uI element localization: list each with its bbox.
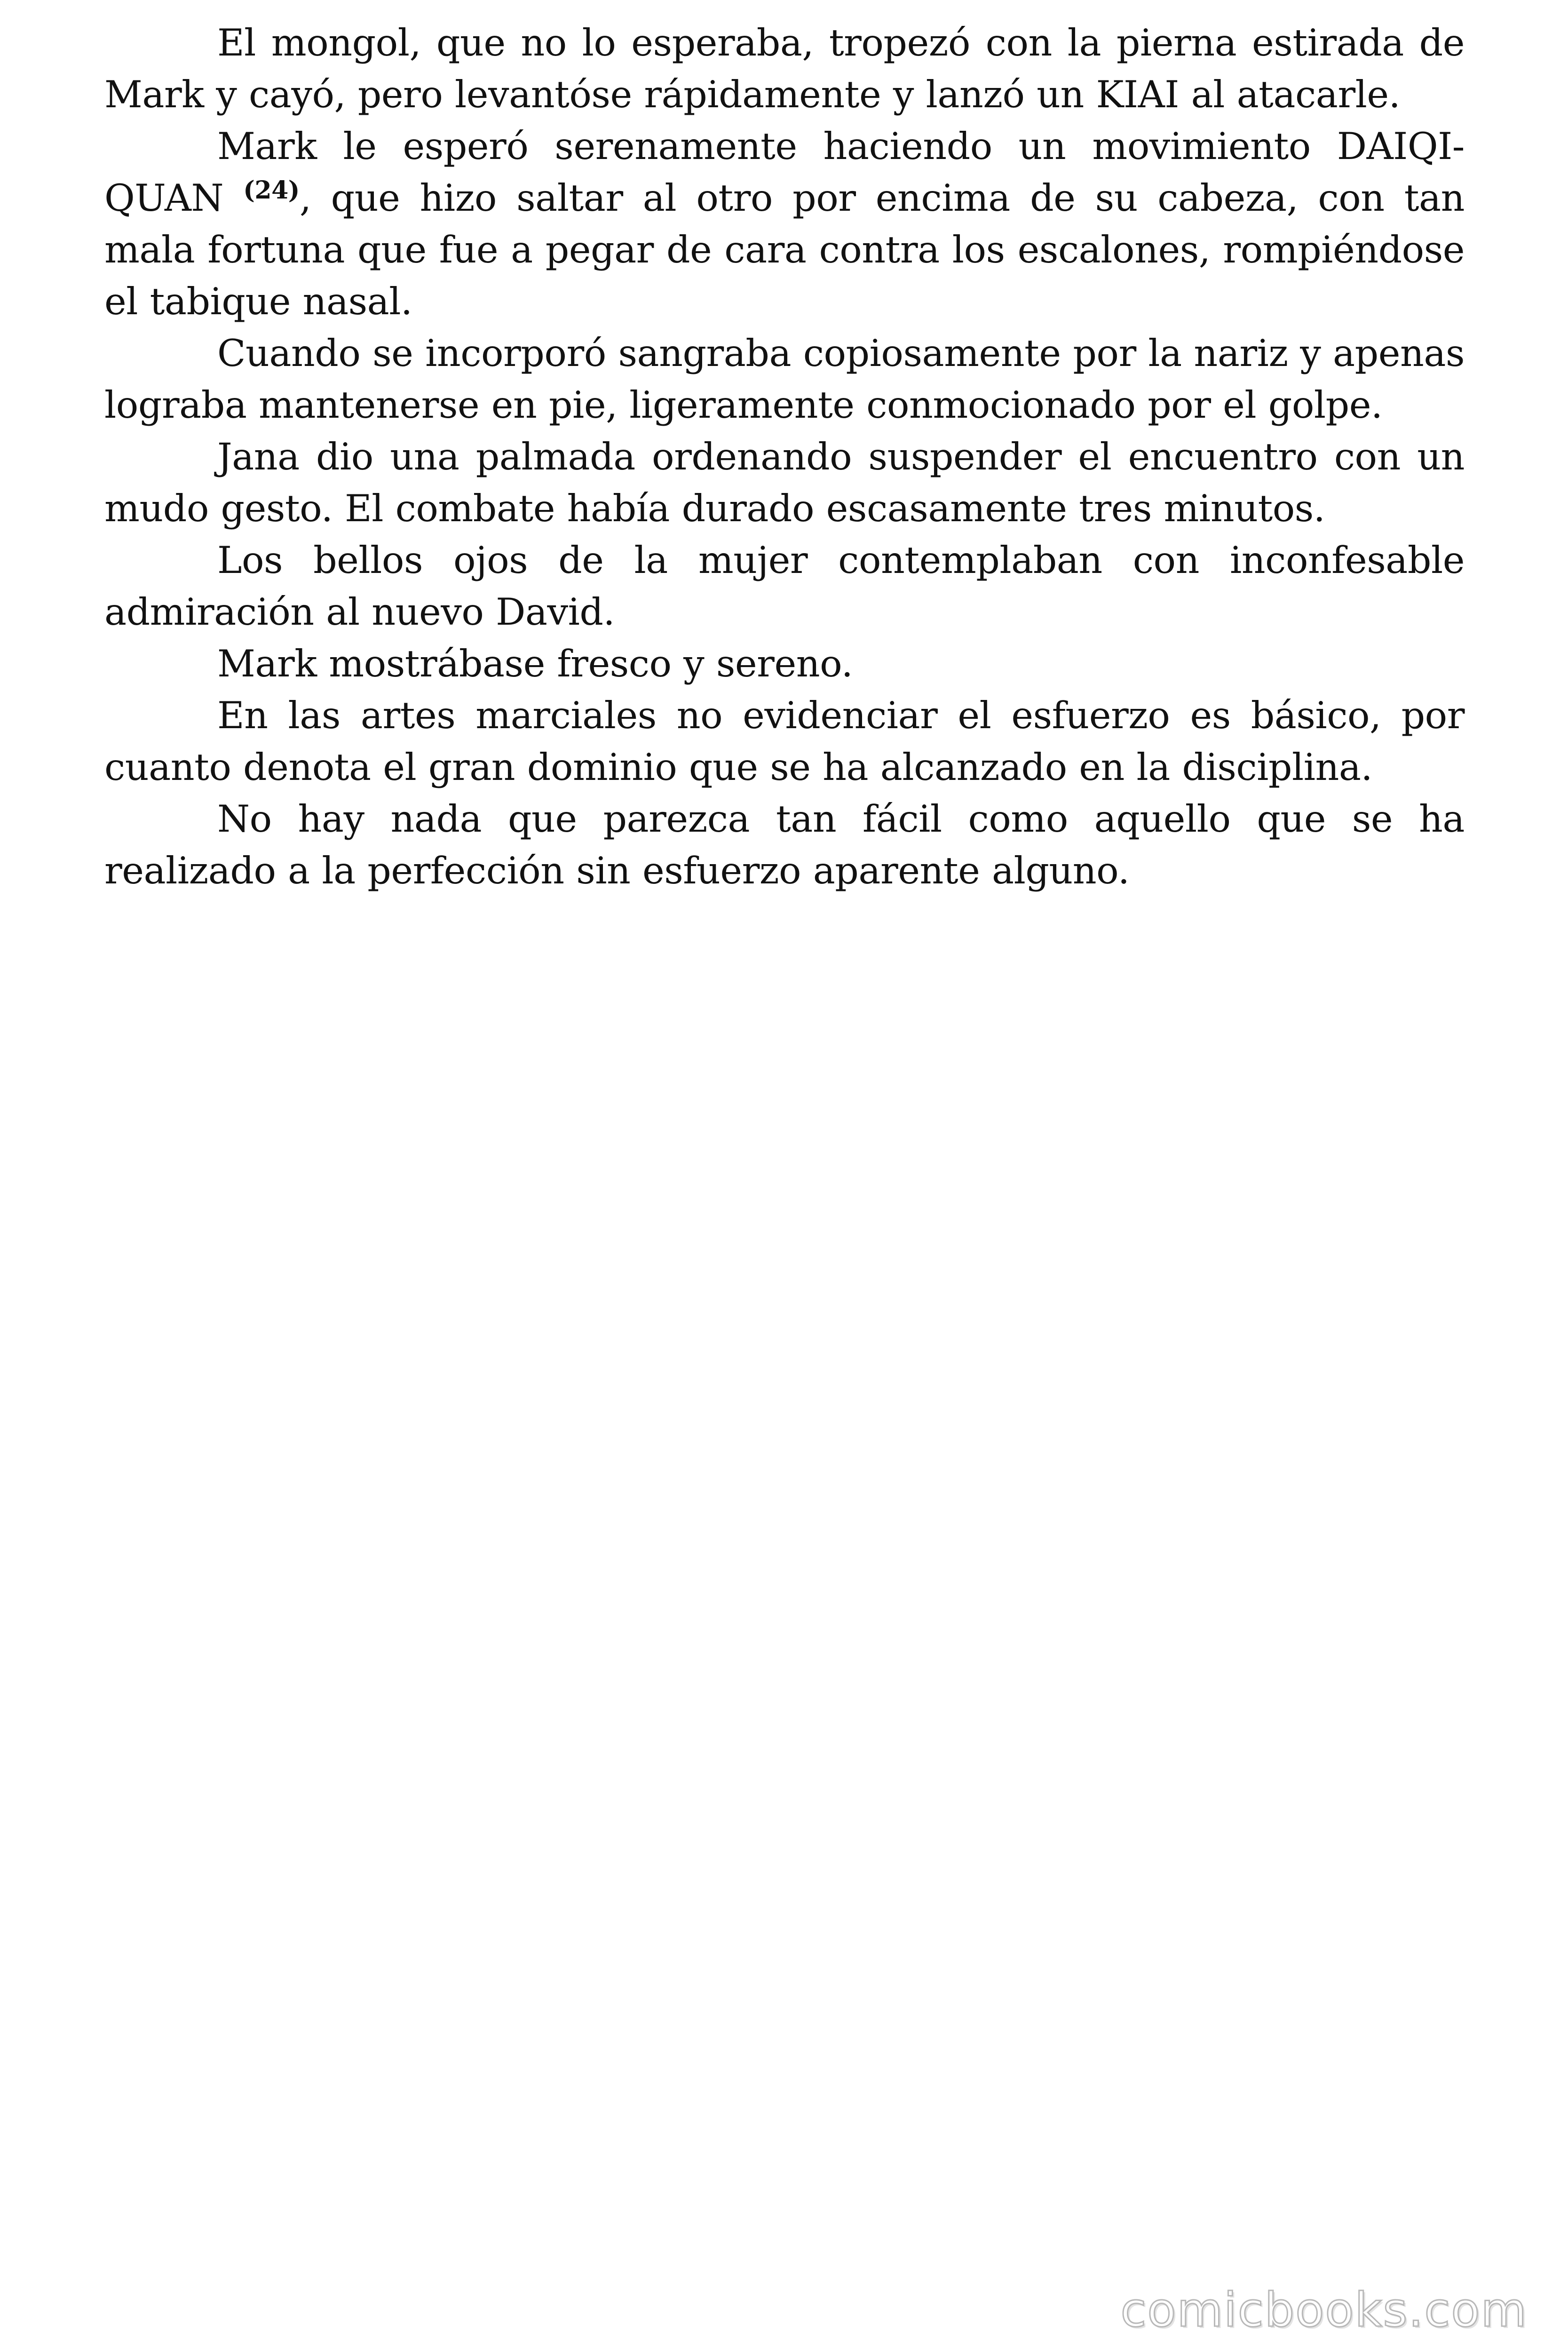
paragraph-3: Cuando se incorporó sangraba copiosamente por la nariz y apenas lograba mantenerse en pie, ligeramente conmocionado por el golpe.	[104, 332, 1465, 427]
paragraph-1: El mongol, que no lo esperaba, tropezó con la pierna estirada de Mark y cayó, pero levantóse rápidamente y lanzó un KIAI al atacarle.	[104, 21, 1465, 116]
paragraph-4: Jana dio una palmada ordenando suspender el encuentro con un mudo gesto. El combate había durado escasamente tres minutos.	[104, 435, 1465, 530]
paragraph-8: No hay nada que parezca tan fácil como aquello que se ha realizado a la perfección sin esfuerzo aparente alguno.	[104, 797, 1465, 892]
paragraph-5: Los bellos ojos de la mujer contemplaban con inconfesable admiración al nuevo David.	[104, 539, 1465, 634]
watermark: comicbooks.com	[1120, 2282, 1528, 2337]
paragraph-2	[104, 120, 1465, 327]
paragraph-6: Mark mostrábase fresco y sereno.	[217, 642, 853, 685]
page-body	[104, 17, 1465, 897]
footnote-reference[interactable]: (24)	[243, 176, 300, 205]
paragraph-2-text-after-note: , que hizo saltar al otro por encima de su cabeza, con tan mala fortuna que fue a pegar de cara contra los escalones, rompiéndose el tabique nasal.	[104, 176, 1465, 323]
paragraph-2-text-before-note: Mark le esperó serenamente haciendo un movimiento DAIQI-QUAN	[104, 125, 1465, 220]
paragraph-7: En las artes marciales no evidenciar el esfuerzo es básico, por cuanto denota el gran dominio que se ha alcanzado en la disciplina.	[104, 694, 1465, 789]
